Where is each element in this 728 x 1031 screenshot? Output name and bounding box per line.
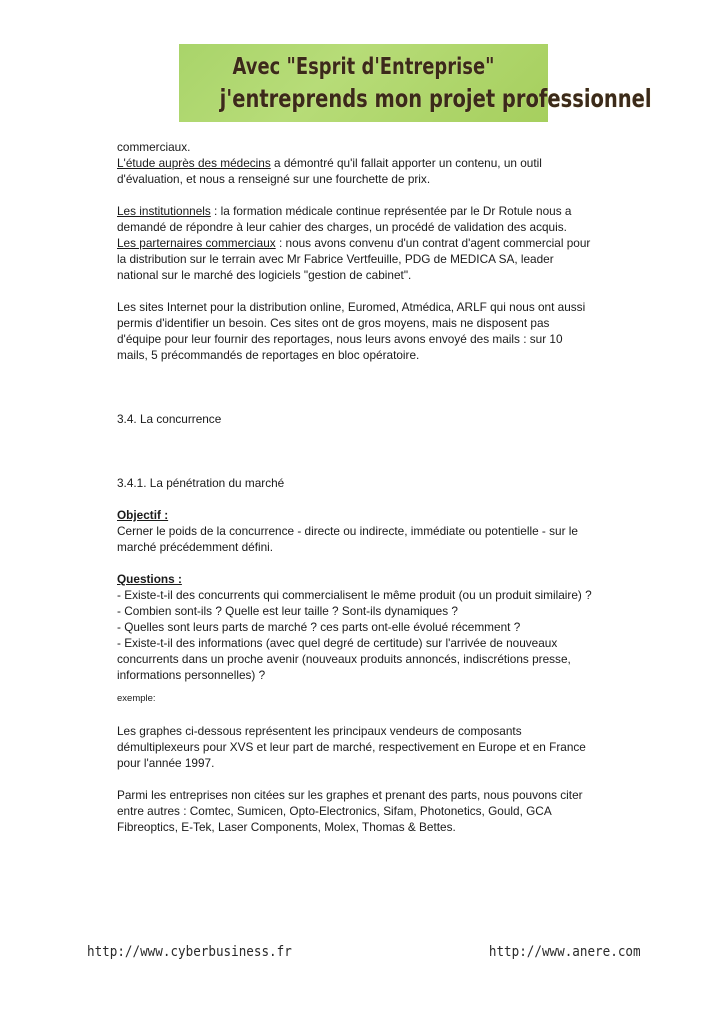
text-line: d'évaluation, et nous a renseigné sur une fourchette de prix. bbox=[117, 172, 431, 186]
underlined-term: Les parternaires commerciaux bbox=[117, 236, 276, 250]
banner-subtitle: j'entreprends mon projet professionnel bbox=[219, 84, 652, 113]
text-line: demandé de répondre à leur cahier des charges, un procédé de validation des acquis. bbox=[117, 220, 567, 234]
text-line: informations personnelles) ? bbox=[117, 668, 266, 682]
text-span: : la formation médicale continue représentée par le Dr Rotule nous a bbox=[210, 204, 572, 218]
objectif-label: Objectif : bbox=[117, 508, 169, 522]
header-banner bbox=[179, 44, 652, 122]
text-line: mails, 5 précommandés de reportages en bloc opératoire. bbox=[117, 348, 420, 362]
text-line: Cerner le poids de la concurrence - directe ou indirecte, immédiate ou potentielle - sur le bbox=[117, 524, 578, 538]
text-line bbox=[117, 235, 617, 251]
text-line: concurrents dans un proche avenir (nouveaux produits annoncés, indiscrétions presse, bbox=[117, 652, 571, 666]
question-item: - Combien sont-ils ? Quelle est leur taille ? Sont-ils dynamiques ? bbox=[117, 604, 458, 618]
text-span: a démontré qu'il fallait apporter un contenu, un outil bbox=[270, 156, 542, 170]
text-line: Fibreoptics, E-Tek, Laser Components, Molex, Thomas & Bettes. bbox=[117, 820, 456, 834]
document-body bbox=[117, 139, 617, 835]
text-line: commerciaux. bbox=[117, 140, 191, 154]
question-item: - Quelles sont leurs parts de marché ? ces parts ont-elle évolué récemment ? bbox=[117, 620, 521, 634]
underlined-term: L'étude auprès des médecins bbox=[117, 156, 271, 170]
text-line bbox=[117, 155, 617, 171]
question-item: - Existe-t-il des informations (avec quel degré de certitude) sur l'arrivée de nouveaux bbox=[117, 636, 558, 650]
text-line: la distribution sur le terrain avec Mr Fabrice Vertfeuille, PDG de MEDICA SA, leader bbox=[117, 252, 554, 266]
text-line: démultiplexeurs pour XVS et leur part de marché, respectivement en Europe et en France bbox=[117, 740, 586, 754]
text-line: Parmi les entreprises non citées sur les graphes et prenant des parts, nous pouvons citer bbox=[117, 788, 583, 802]
exemple-label: exemple: bbox=[117, 693, 156, 704]
text-line: marché précédemment défini. bbox=[117, 540, 274, 554]
text-line: entre autres : Comtec, Sumicen, Opto-Electronics, Sifam, Photonetics, Gould, GCA bbox=[117, 804, 552, 818]
text-line: Les graphes ci-dessous représentent les principaux vendeurs de composants bbox=[117, 724, 522, 738]
text-span: : nous avons convenu d'un contrat d'agent commercial pour bbox=[275, 236, 591, 250]
text-line: d'équipe pour leur fournir des reportages, nous leurs avons envoyé des mails : sur 10 bbox=[117, 332, 563, 346]
text-line: Les sites Internet pour la distribution online, Euromed, Atmédica, ARLF qui nous ont aussi bbox=[117, 300, 586, 314]
questions-label: Questions : bbox=[117, 572, 182, 586]
text-line: national sur le marché des logiciels "gestion de cabinet". bbox=[117, 268, 412, 282]
text-line: pour l'année 1997. bbox=[117, 756, 215, 770]
text-line bbox=[117, 203, 617, 219]
banner-title: Avec "Esprit d'Entreprise" bbox=[232, 54, 495, 80]
underlined-term: Les institutionnels bbox=[117, 204, 211, 218]
subsection-heading: 3.4.1. La pénétration du marché bbox=[117, 476, 285, 490]
question-item: - Existe-t-il des concurrents qui commercialisent le même produit (ou un produit similaire) ? bbox=[117, 588, 592, 602]
section-heading: 3.4. La concurrence bbox=[117, 412, 222, 426]
footer-url-right: http://www.anere.com bbox=[489, 944, 641, 960]
footer-url-left: http://www.cyberbusiness.fr bbox=[87, 944, 292, 960]
text-line: permis d'identifier un besoin. Ces sites ont de gros moyens, mais ne disposent pas bbox=[117, 316, 550, 330]
